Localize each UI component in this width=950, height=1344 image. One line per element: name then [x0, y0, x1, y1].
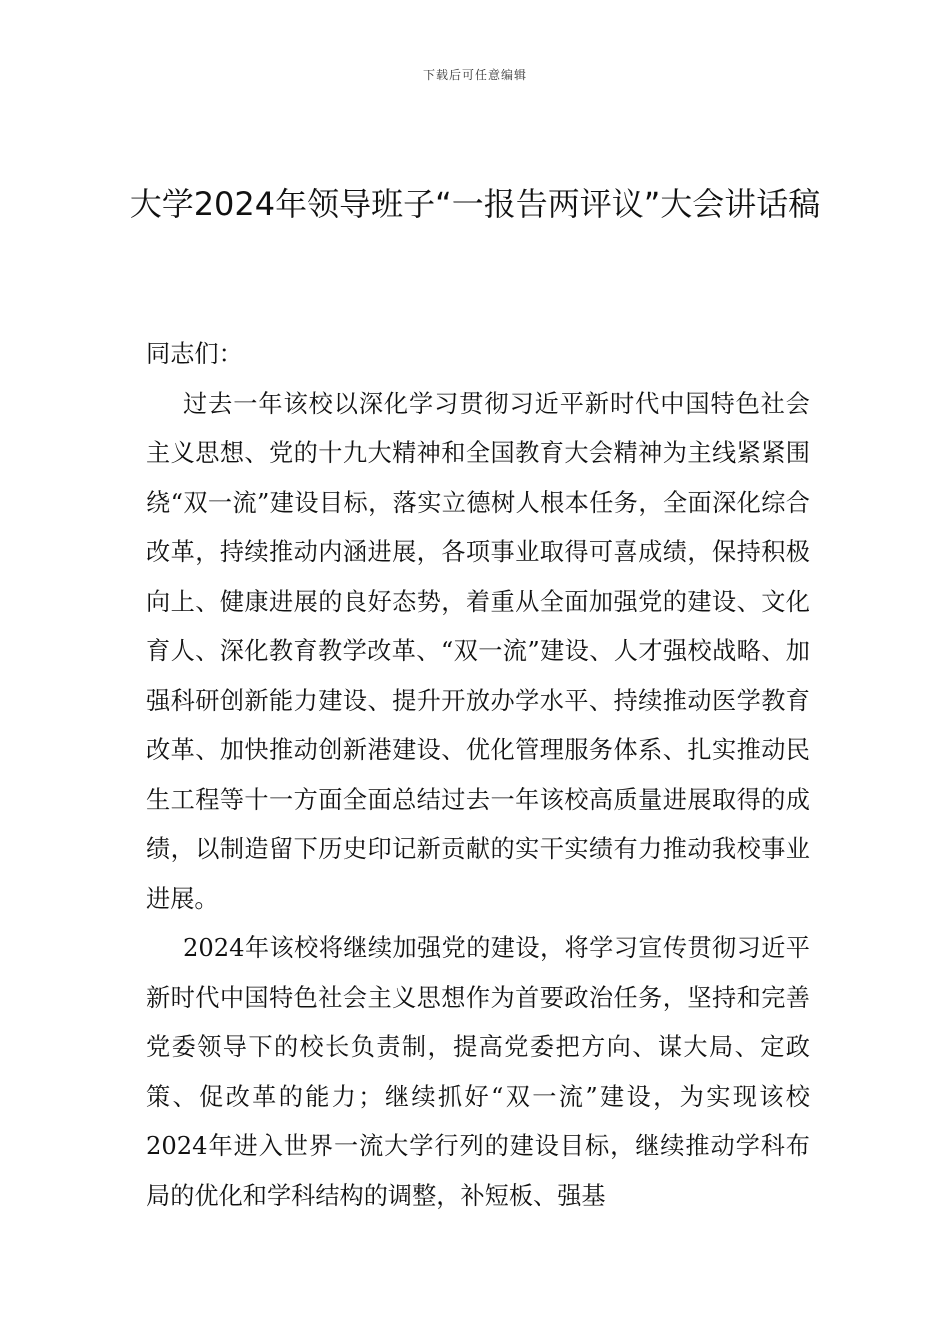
salutation: 同志们： [146, 340, 243, 368]
document-body [146, 330, 810, 1221]
document-title: 大学2024年领导班子“一报告两评议”大会讲话稿 [129, 185, 821, 223]
header-note: 下载后可任意编辑 [422, 68, 527, 82]
body-paragraph: 2024年该校将继续加强党的建设，将学习宣传贯彻习近平新时代中国特色社会主义思想作为首要政治任务，坚持和完善党委领导下的校长负责制，提高党委把方向、谋大局、定政策、促改革的能力；继续抓好“双一流”建设，为实现该校2024年进入世界一流大学行列的建设目标，继续推动学科布局的优化和学科结构的调整，补短板、强基 [146, 934, 810, 1210]
body-paragraph: 过去一年该校以深化学习贯彻习近平新时代中国特色社会主义思想、党的十九大精神和全国教育大会精神为主线紧紧围绕“双一流”建设目标，落实立德树人根本任务，全面深化综合改革，持续推动内涵进展，各项事业取得可喜成绩，保持积极向上、健康进展的良好态势，着重从全面加强党的建设、文化育人、深化教育教学改革、“双一流”建设、人才强校战略、加强科研创新能力建设、提升开放办学水平、持续推动医学教育改革、加快推动创新港建设、优化管理服务体系、扎实推动民生工程等十一方面全面总结过去一年该校高质量进展取得的成绩，以制造留下历史印记新贡献的实干实绩有力推动我校事业进展。 [146, 389, 810, 913]
